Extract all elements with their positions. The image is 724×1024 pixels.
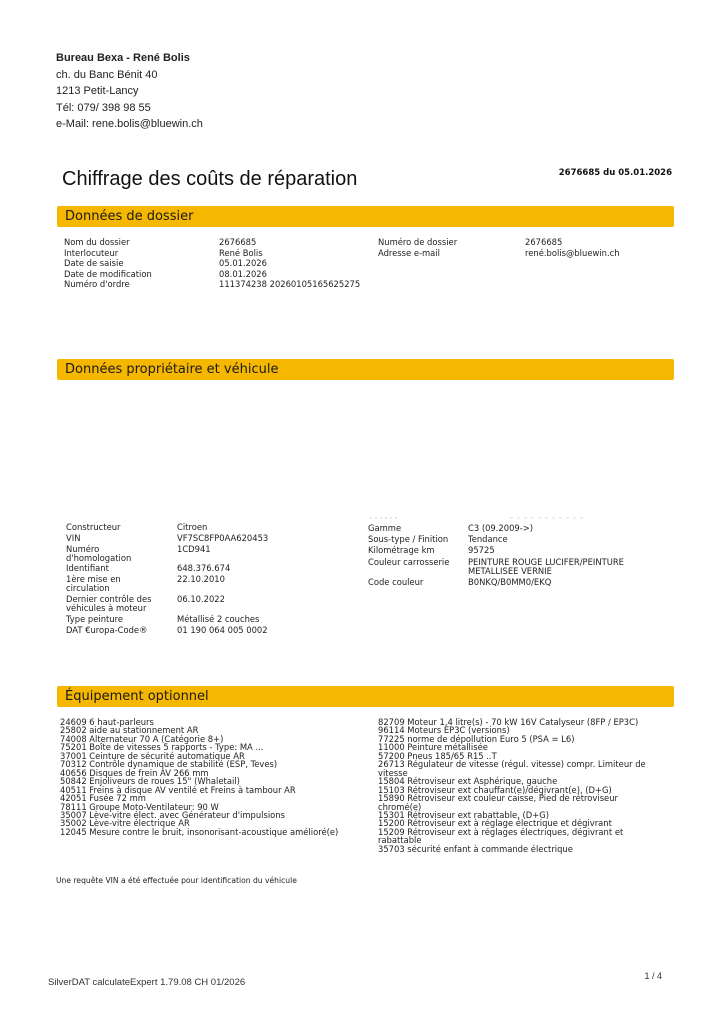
vehicle-value: PEINTURE ROUGE LUCIFER/PEINTURE METALLISEE VERNIE xyxy=(468,557,624,576)
dossier-label: Date de modification xyxy=(64,268,152,279)
vehicle-label: Constructeur xyxy=(66,522,121,532)
vehicle-label: DAT €uropa-Code® xyxy=(66,625,148,635)
vehicle-value: 22.10.2010 xyxy=(177,574,225,584)
sender-address xyxy=(56,50,203,133)
dossier-value: 05.01.2026 xyxy=(219,258,267,269)
dossier-right-values xyxy=(525,237,620,258)
equipment-item: 35002 Lève-vitre électrique AR xyxy=(60,818,190,829)
dossier-label: Nom du dossier xyxy=(64,237,130,247)
dossier-label: Numéro de dossier xyxy=(378,237,458,247)
equipment-item: 35703 sécurité enfant à commande électrique xyxy=(378,843,573,854)
document-reference-date: 2676685 du 05.01.2026 xyxy=(558,168,672,178)
vehicle-value: Citroen xyxy=(177,522,208,532)
equipment-item: chromé(e) xyxy=(378,801,422,812)
dossier-label: Adresse e-mail xyxy=(378,247,440,258)
vehicle-value: Tendance xyxy=(468,534,508,544)
equipment-item: 70312 Contrôle dynamique de stabilité (ESP, Teves) xyxy=(60,759,278,770)
equipment-item: vitesse xyxy=(378,767,408,778)
equipment-item: 26713 Régulateur de vitesse (régul. vitesse) compr. Limiteur de xyxy=(378,759,646,770)
vehicle-label: Gamme xyxy=(368,523,402,533)
document-title: Chiffrage des coûts de réparation xyxy=(62,168,358,190)
sender-phone: Tél: 079/ 398 98 55 xyxy=(56,101,151,114)
equipment-item: 15804 Rétroviseur ext Asphérique, gauche xyxy=(378,776,558,787)
section-bar-dossier xyxy=(57,206,674,227)
equipment-item: 42051 Fusée 72 mm xyxy=(60,793,146,804)
sender-email: e-Mail: rene.bolis@bluewin.ch xyxy=(56,118,203,130)
sender-city: 1213 Petit-Lancy xyxy=(56,85,139,97)
equipment-right-list xyxy=(378,718,646,853)
dossier-left-values xyxy=(219,237,360,290)
scan-artifact xyxy=(370,516,590,520)
equipment-item: 75201 Boîte de vitesses 5 rapports - Type: MA ... xyxy=(60,742,264,753)
vin-request-note: Une requête VIN a été effectuée pour identification du véhicule xyxy=(56,876,297,885)
equipment-item: 15301 Rétroviseur ext rabattable, (D+G) xyxy=(378,809,550,820)
equipment-item: 15890 Rétroviseur ext couleur caisse, Pied de rétroviseur xyxy=(378,793,618,804)
vehicle-label: Numéro d'homologation xyxy=(66,544,132,563)
vehicle-left-table xyxy=(66,523,366,643)
equipment-item: rabattable xyxy=(378,835,422,846)
equipment-item: 35007 Lève-vitre élect. avec Générateur d'impulsions xyxy=(60,809,285,820)
equipment-item: 15209 Rétroviseur ext à réglages électriques, dégivrant et xyxy=(378,826,624,837)
vehicle-value: C3 (09.2009->) xyxy=(468,523,534,533)
vehicle-label: Dernier contrôle des véhicules à moteur xyxy=(66,594,152,613)
vehicle-label: Couleur carrosserie xyxy=(368,557,450,567)
vehicle-label: Kilométrage km xyxy=(368,545,435,555)
vehicle-value: VF7SC8FP0AA620453 xyxy=(177,533,269,543)
equipment-item: 82709 Moteur 1,4 litre(s) - 70 kW 16V Catalyseur (8FP / EP3C) xyxy=(378,717,639,727)
equipment-item: 50842 Enjoliveurs de roues 15" (Whaletail) xyxy=(60,776,240,787)
equipment-item: 40656 Disques de frein AV 266 mm xyxy=(60,767,209,778)
section-bar-vehicle xyxy=(57,359,674,380)
equipment-item: 37001 Ceinture de sécurité automatique AR xyxy=(60,750,245,761)
dossier-right-labels xyxy=(378,237,457,258)
equipment-item: 74008 Alternateur 70 A (Catégorie 8+) xyxy=(60,733,224,744)
dossier-label: Date de saisie xyxy=(64,258,124,269)
vehicle-value: B0NKQ/B0MM0/EKQ xyxy=(468,577,552,587)
equipment-left-list xyxy=(60,718,338,836)
equipment-item: 12045 Mesure contre le bruit, insonorisant-acoustique amélioré(e) xyxy=(60,826,339,837)
section-heading-vehicle: Données propriétaire et véhicule xyxy=(65,362,279,377)
dossier-value: René Bolis xyxy=(219,247,263,258)
dossier-left-labels xyxy=(64,237,152,290)
sender-street: ch. du Banc Bénit 40 xyxy=(56,68,158,81)
sender-company: Bureau Bexa - René Bolis xyxy=(56,52,190,64)
vehicle-value: 01 190 064 005 0002 xyxy=(177,625,268,635)
dossier-value: rené.bolis@bluewin.ch xyxy=(525,247,620,258)
section-heading-equipment: Équipement optionnel xyxy=(65,689,209,704)
equipment-item: 15103 Rétroviseur ext chauffant(e)/dégivrant(e), (D+G) xyxy=(378,784,612,795)
dossier-label: Numéro d'ordre xyxy=(64,279,130,290)
vehicle-right-table xyxy=(368,524,668,594)
vehicle-value: 06.10.2022 xyxy=(177,594,225,604)
vehicle-label: Sous-type / Finition xyxy=(368,534,449,544)
dossier-value: 08.01.2026 xyxy=(219,268,267,279)
vehicle-value: 648.376.674 xyxy=(177,563,231,573)
vehicle-value: 1CD941 xyxy=(177,544,211,554)
equipment-item: 57200 Pneus 185/65 R15 ..T xyxy=(378,750,497,761)
vehicle-label: Code couleur xyxy=(368,577,424,587)
vehicle-label: Identifiant xyxy=(66,563,109,573)
equipment-item: 24609 6 haut-parleurs xyxy=(60,717,154,727)
vehicle-value: Métallisé 2 couches xyxy=(177,614,260,624)
equipment-item: 96114 Moteurs EP3C (versions) xyxy=(378,725,510,736)
equipment-item: 25802 aide au stationnement AR xyxy=(60,725,199,736)
dossier-value: 2676685 xyxy=(219,237,257,247)
vehicle-label: 1ère mise en circulation xyxy=(66,574,121,593)
equipment-item: 11000 Peinture métallisée xyxy=(378,742,488,753)
equipment-item: 15200 Rétroviseur ext à réglage électrique et dégivrant xyxy=(378,818,612,829)
vehicle-label: VIN xyxy=(66,533,81,543)
dossier-value: 2676685 xyxy=(525,237,563,247)
equipment-item: 77225 norme de dépollution Euro 5 (PSA = L6) xyxy=(378,733,575,744)
dossier-value: 111374238 20260105165625275 xyxy=(219,279,361,290)
section-heading-dossier: Données de dossier xyxy=(65,209,194,224)
vehicle-value: 95725 xyxy=(468,545,495,555)
page-number: 1 / 4 xyxy=(644,971,662,981)
equipment-item: 78111 Groupe Moto-Ventilateur: 90 W xyxy=(60,801,219,812)
section-bar-equipment xyxy=(57,686,674,707)
footer-software-version: SilverDAT calculateExpert 1.79.08 CH 01/2026 xyxy=(48,977,246,988)
vehicle-label: Type peinture xyxy=(66,614,124,624)
equipment-item: 40511 Freins à disque AV ventilé et Freins à tambour AR xyxy=(60,784,296,795)
dossier-label: Interlocuteur xyxy=(64,247,119,258)
